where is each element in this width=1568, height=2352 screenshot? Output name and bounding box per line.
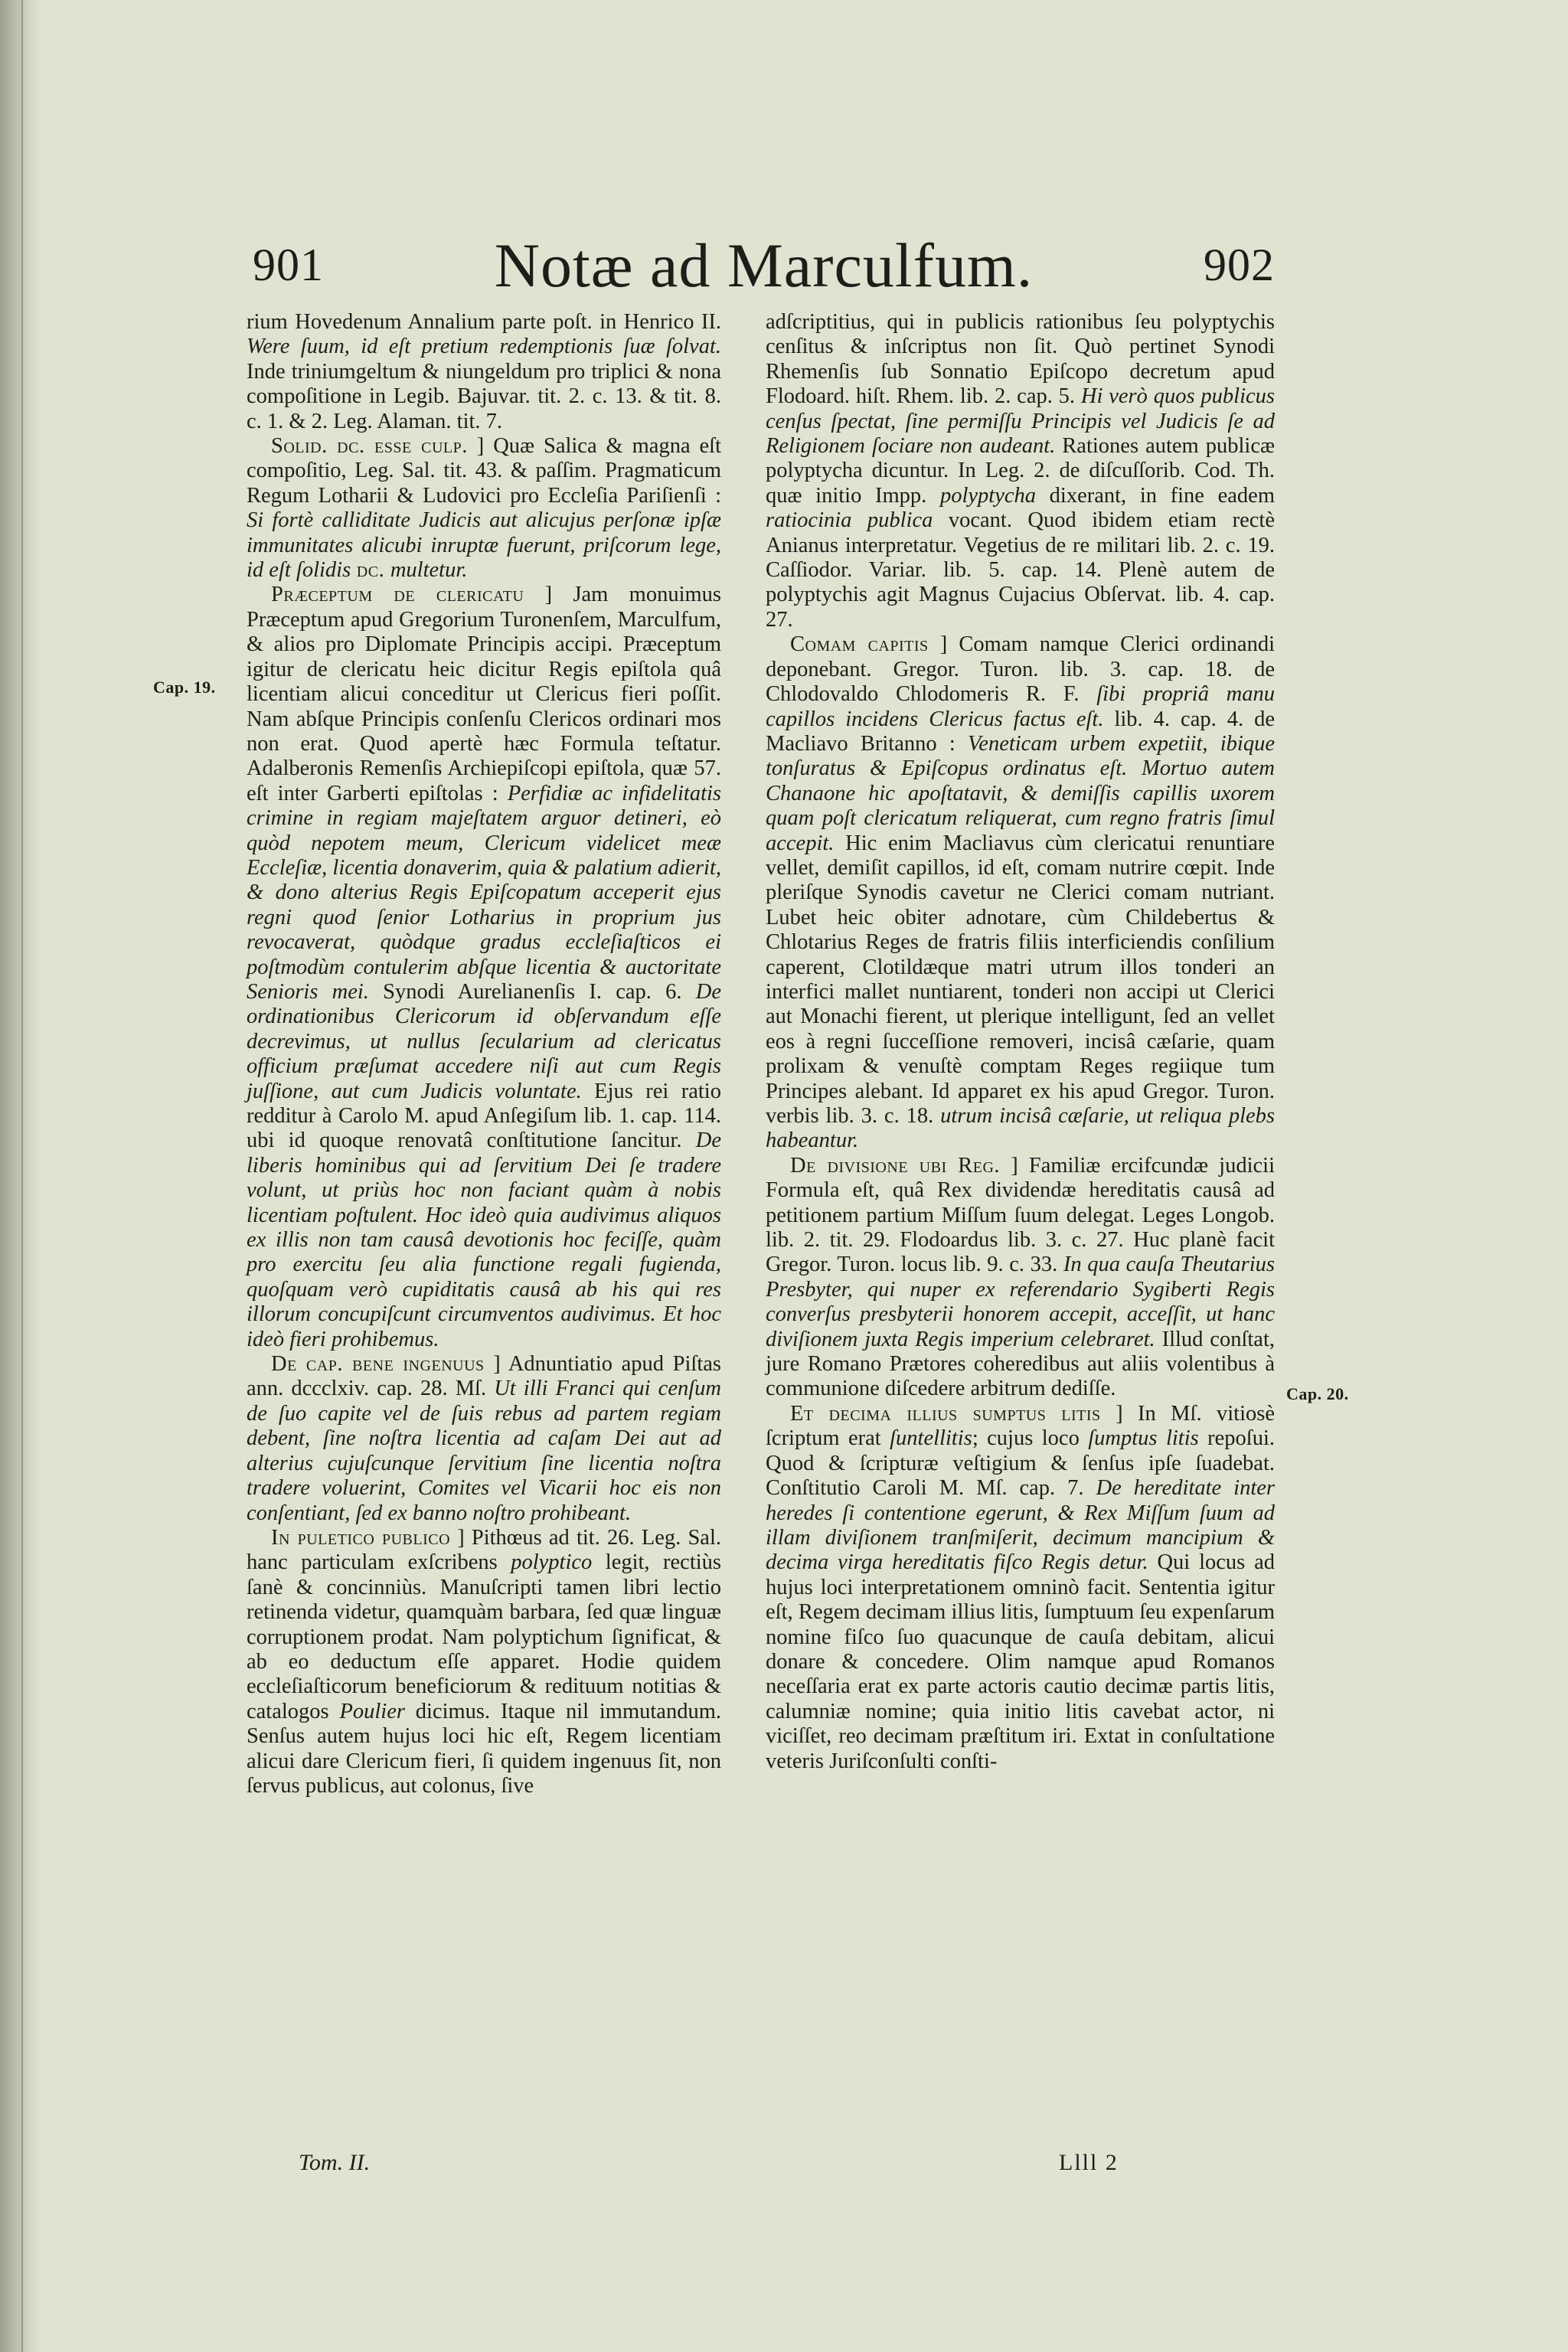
entry-lemma: Solid. dc. esse culp. [271, 434, 468, 459]
paragraph-hovedenum: rium Hovedenum Annalium parte poſt. in Henrico II. Were ſuum, id eſt pretium redemptionis ſuæ ſolvat. Inde triniumgeltum & niungeldum pro triplici & nona compoſitione in Legib. Bajuvar. tit. 2. c. 13. & tit. 8. c. 1. & 2. Leg. Alaman. tit. 7. [247, 310, 721, 433]
entry-puletico: In puletico publico ] Pithœus ad tit. 26. Leg. Sal. hanc particulam exſcribens polyptico legit, rectiùs ſanè & concinniùs. Manuſcripti tamen libri lectio retinenda videtur, quamquàm barbara, ſed quæ linguæ corruptionem prodat. Nam polyptichum ſignificat, & ab eo deductum eſſe apparet. Hodie quidem eccleſiaſticorum beneficiorum & redituum notitias & catalogos Poulier dicimus. Itaque nil immutandum. Senſus autem hujus loci hic eſt, Regem licentiam alicui dare Clericum fieri, ſi quidem ingenuus ſit, non ſervus publicus, aut colonus, ſive [247, 1525, 722, 1798]
entry-lemma: Comam capitis [790, 632, 929, 657]
entry-lemma: De cap. bene ingenuus [271, 1352, 485, 1377]
page-header [253, 230, 1275, 314]
entry-lemma: In puletico publico [271, 1525, 451, 1550]
signature-mark: Llll 2 [1059, 2150, 1119, 2175]
paragraph-adscriptitius: adſcriptitius, qui in publicis rationibus ſeu polyptychis cenſitus & inſcriptus non ſit. Quò pertinet Synodi Rhemenſis ſub Sonnatio Epiſcopo decretum apud Flodoard. hiſt. Rhem. lib. 2. cap. 5. Hi verò quos publicus cenſus ſpectat, ſine permiſſu Principis vel Judicis ſe ad Religionem ſociare non audeant. Rationes autem publicæ polyptycha dicuntur. In Leg. 2. de diſcuſſorib. Cod. Th. quæ initio Impp. polyptycha dixerant, in fine eadem ratiocinia publica vocant. Quod ibidem etiam rectè Anianus interpretatur. Vegetius de re militari lib. 2. c. 19. Caſſiodor. Variar. lib. 5. cap. 14. Plenè autem de polyptychis agit Magnus Cujacius Obſervat. lib. 4. cap. 27. [766, 310, 1275, 632]
entry-et-decima: Et decima illius sumptus litis ] In Mſ. vitiosè ſcriptum erat ſuntellitis; cujus loco ſumptus litis repoſui. Quod & ſcripturæ veſtigium & ſenſus ipſe ſuadebat. Conſtitutio Caroli M. Mſ. cap. 7. De hereditate inter heredes ſi contentione egerunt, & Rex Miſſum ſuum ad illam diviſionem tranſmiſerit, decimum mancipium & decima virga hereditatis fiſco Regis detur. Qui locus ad hujus loci interpretationem omninò facit. Sententia igitur eſt, Regem decimam illius litis, ſumptuum ſeu expenſarum nomine fiſco ſuo quacunque de cauſa debitam, alicui donare & concedere. Olim namque apud Romanos neceſſaria erat ex parte actoris cautio decimæ partis litis, calumniæ nomine; quia initio litis cavebat actor, ni viciſſet, reo decimam præſtitum iri. Extat in conſultatione veteris Juriſconſulti conſti- [766, 1401, 1276, 1773]
entry-lemma: Præceptum de clericatu [271, 583, 524, 607]
entry-de-divisione: De divisione ubi Reg. ] Familiæ ercifcundæ judicii Formula eſt, quâ Rex dividendæ hereditatis causâ ad petitionem partium Miſſum ſuum delegat. Leges Longob. lib. 2. tit. 29. Flodoardus lib. 3. c. 27. Huc planè facit Gregor. Turon. locus lib. 9. c. 33. In qua cauſa Theutarius Presbyter, qui nuper ex referendario Sygiberti Regis converſus presbyterii honorem accepit, acceſſit, ut hanc diviſionem juxta Regis imperium celebraret. Illud conſtat, jure Romano Prætores coheredibus aut aliis volentibus à communione diſcedere arbitrum dediſſe. [766, 1153, 1276, 1401]
volume-mark: Tom. II. [299, 2150, 371, 2175]
running-title: Notæ ad Marculfum. [494, 230, 1034, 300]
margin-note-cap-20: Cap. 20. [1286, 1384, 1349, 1403]
entry-lemma: De divisione ubi Reg. [790, 1153, 1001, 1178]
entry-comam: Comam capitis ] Comam namque Clerici ordinandi deponebant. Gregor. Turon. lib. 3. cap. 18. de Chlodovaldo Chlodomeris R. F. ſibi propriâ manu capillos incidens Clericus factus eſt. lib. 4. cap. 4. de Macliavo Britanno : Veneticam urbem expetiit, ibique tonſuratus & Epiſcopus ordinatus eſt. Mortuo autem Chanaone hic apoſtatavit, & demiſſis capillis uxorem quam poſt clericatum reliquerat, cum regno fratris ſimul accepit. Hic enim Macliavus cùm clericatui renuntiare vellet, demiſit capillos, id eſt, comam nutrire cœpit. Inde pleriſque Synodis cavetur ne Clerici comam nutriant. Lubet heic obiter adnotare, cùm Childebertus & Chlotarius Reges de fratris filiis interficiendis conſilium caperent, Clotildæque matri utrum illos tonderi an interfici mallet nuntiarent, tonderi non accipi ut Clerici aut Monachi fierent, ut plerique intelligunt, ſed an vellet eos à regni ſucceſſione removeri, incisâ cæſarie, quam prolixam & venuſtè comptam Reges regiique tum Principes alebant. Id apparet ex his apud Gregor. Turon. verbis lib. 3. c. 18. utrum incisâ cæſarie, ut reliqua plebs habeantur. [766, 632, 1276, 1153]
entry-praeceptum: Præceptum de clericatu ] Jam monuimus Præceptum apud Gregorium Turonenſem, Marculfum, & alios pro Diplomate Principis accipi. Præceptum igitur de clericatu heic dicitur Regis epiſtola quâ licentiam alicui conceditur ut Clericus fieri poſſit. Nam abſque Principis conſenſu Clericos ordinari mos non erat. Quod apertè hæc Formula teſtatur. Adalberonis Remenſis Archiepiſcopi epiſtola, quæ 57. eſt inter Garberti epiſtolas : Perfidiæ ac infidelitatis crimine in regiam majeſtatem arguor detineri, eò quòd nepotem meum, Clericum videlicet meæ Eccleſiæ, licentia donaverim, quia & palatium adierit, & dono alterius Regis Epiſcopatum acceperit ejus regni quod ſenior Lotharius in proprium jus revocaverat, quòdque gradus eccleſiaſticos ei poſtmodùm contulerim abſque licentia & auctoritate Senioris mei. Synodi Aurelianenſis I. cap. 6. De ordinationibus Clericorum id obſervandum eſſe decrevimus, ut nullus ſecularium ad clericatus officium præſumat accedere niſi aut cum Regis juſſione, aut cum Judicis voluntate. Ejus rei ratio redditur à Carolo M. apud Anſegiſum lib. 1. cap. 114. ubi id quoque renovatâ conſtitutione ſancitur. De liberis hominibus qui ad ſervitium Dei ſe tradere volunt, ut priùs hoc non faciant quàm à nobis licentiam poſtulent. Hoc ideò quia audivimus aliquos ex illis non tam causâ devotionis hoc feciſſe, quàm pro exercitu ſeu alia functione regali fugienda, quoſquam verò cupiditatis causâ ab his qui res illorum concupiſcunt circumventos audivimus. Et hoc ideò fieri prohibemus. [247, 583, 721, 1351]
entry-lemma: Et decima illius sumptus litis [790, 1401, 1101, 1426]
left-column [247, 310, 721, 1798]
entry-solid: Solid. dc. esse culp. ] Quæ Salica & magna eſt compoſitio, Leg. Sal. tit. 43. & paſſim. Pragmaticum Regum Lotharii & Ludovici pro Eccleſia Pariſienſi : Si fortè calliditate Judicis aut alicujus perſonæ ipſæ immunitates alicubi inruptæ fuerunt, priſcorum lege, id eſt ſolidis dc. multetur. [247, 434, 722, 583]
margin-note-cap-19: Cap. 19. [153, 678, 216, 697]
entry-de-cap: De cap. bene ingenuus ] Adnuntiatio apud Piſtas ann. dccclxiv. cap. 28. Mſ. Ut illi Franci qui cenſum de ſuo capite vel de ſuis rebus ad partem regiam debent, ſine noſtra licentia ad caſam Dei aut ad alterius cujuſcunque ſervitium ſine licentia noſtra tradere voluerint, Comites vel Vicarii hoc eis non conſentiant, ſed ex banno noſtro prohibeant. [247, 1352, 721, 1525]
right-column [766, 310, 1275, 1774]
page-number-right: 902 [1204, 240, 1275, 290]
page-number-left: 901 [253, 240, 324, 290]
